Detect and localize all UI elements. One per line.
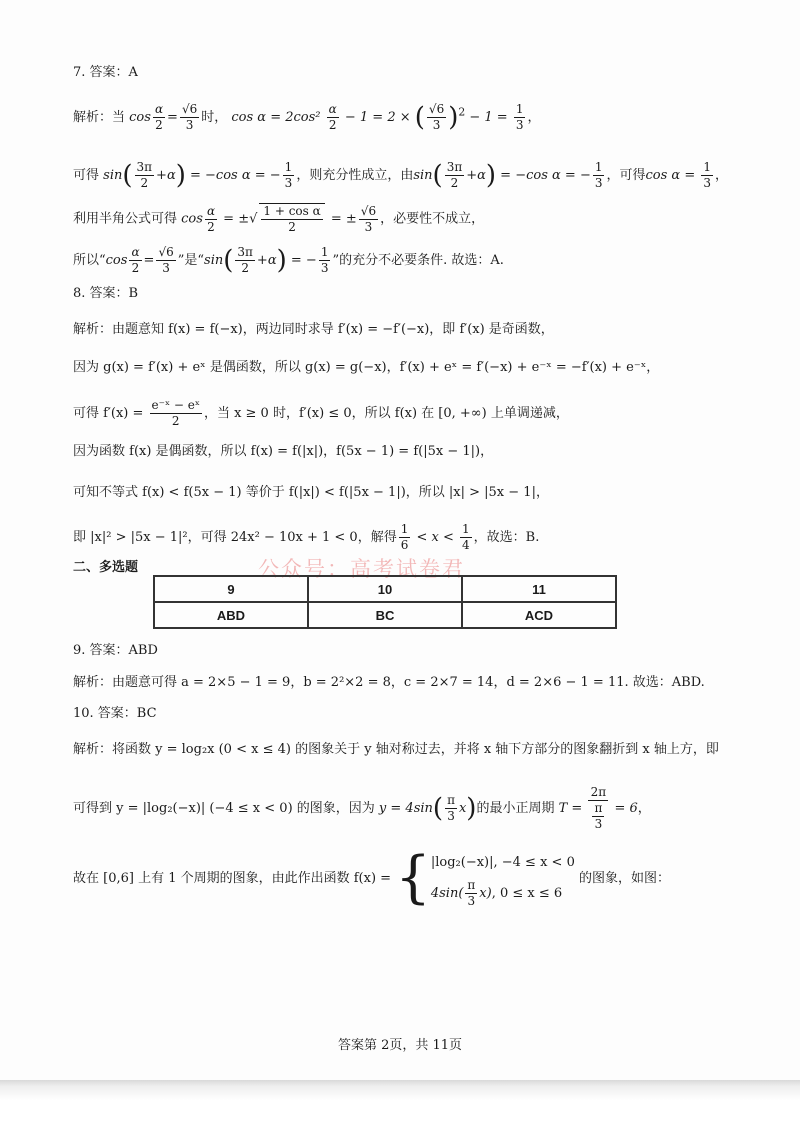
q10-line2: 可得到 y = |log₂(−x)| (−4 ≤ x < 0) 的图象，因为 y = 4sin( $\frac{\pi}{3}$ x)的最小正周期 T = $\frac{2\pi}{\frac{\pi}{3}}$ = 6， xyxy=(73,785,651,831)
q8-line4: 因为函数 f(x) 是偶函数，所以 f(x) = f(|x|)，f(5x − 1) = f(|5x − 1|)， xyxy=(73,444,494,459)
table-header-cell: 9 xyxy=(154,576,308,602)
page-footer: 答案第 2页，共 11页 xyxy=(337,1038,463,1053)
table-header-cell: 11 xyxy=(462,576,616,602)
q10-answer: 10. 答案：BC xyxy=(73,706,157,721)
q7-line4: 所以“cos $\frac{\alpha}{2}$ = $\frac{√6}{3}$ ”是“sin( $\frac{3\pi}{2}$ +α) = − $\frac{1}{3}$ ”的充分不必要条件. 故选：A. xyxy=(73,245,504,276)
table-cell: ABD xyxy=(154,602,308,628)
table-row xyxy=(154,602,616,628)
q7-line3: 利用半角公式可得 cos $\frac{\alpha}{2}$ = ±√ $\frac{\text{1 + cos α}}{2}$ = ± $\frac{√6}{3}$ ，必要性不成立， xyxy=(73,203,485,234)
q10-line1: 解析：将函数 y = log₂x (0 < x ≤ 4) 的图象关于 y 轴对称过去，并将 x 轴下方部分的图象翻折到 x 轴上方，即 xyxy=(73,742,719,757)
table-cell: ACD xyxy=(462,602,616,628)
q8-line1: 解析：由题意知 f(x) = f(−x)，两边同时求导 f′(x) = −f′(−x)，即 f′(x) 是奇函数， xyxy=(73,322,554,337)
watermark: 公众号：高考试卷君 xyxy=(258,557,465,581)
scan-bottom-edge xyxy=(0,1080,800,1132)
q7-answer: 7. 答案：A xyxy=(73,65,138,80)
q9-line1: 解析：由题意可得 a = 2×5 − 1 = 9，b = 2²×2 = 8，c = 2×7 = 14，d = 2×6 − 1 = 11. 故选：ABD. xyxy=(73,675,705,690)
q8-line3: 可得 f′(x) = $\frac{\text{e⁻ˣ − eˣ}}{2}$ ，当 x ≥ 0 时，f′(x) ≤ 0，所以 f(x) 在 [0, +∞) 上单调递减， xyxy=(73,398,569,428)
table-header-row xyxy=(154,576,616,602)
q8-line2: 因为 g(x) = f′(x) + eˣ 是偶函数，所以 g(x) = g(−x)，f′(x) + eˣ = f′(−x) + e⁻ˣ = −f′(x) + e⁻ˣ， xyxy=(73,360,660,375)
q7-line1: 解析：当 cos $\frac{\alpha}{2}$ = $\frac{√6}{3}$ 时， cos α = 2cos² $\frac{\alpha}{2}$ − 1 = 2 × ( $\frac{√6}{3}$ )$^2$ − 1 = $\frac{1}{3}$ ， xyxy=(73,102,541,133)
table-header-cell: 10 xyxy=(308,576,462,602)
answer-table xyxy=(153,575,617,629)
q8-line6: 即 |x|² > |5x − 1|²，可得 24x² − 10x + 1 < 0，解得 $\frac{1}{6}$ < x < $\frac{1}{4}$ ，故选：B. xyxy=(73,522,540,552)
q8-line5: 可知不等式 f(x) < f(5x − 1) 等价于 f(|x|) < f(|5x − 1|)，所以 |x| > |5x − 1|， xyxy=(73,485,549,500)
section-title: 二、多选题 xyxy=(73,560,139,575)
table-cell: BC xyxy=(308,602,462,628)
q10-line3: 故在 [0,6] 上有 1 个周期的图象，由此作出函数 f(x) = { |log₂(−x)|, −4 ≤ x < 0 4sin( $\frac{\pi}{3}$ x), 0 ≤ x ≤ 6 的图象，如图： xyxy=(73,845,670,911)
q9-answer: 9. 答案：ABD xyxy=(73,643,158,658)
q8-answer: 8. 答案：B xyxy=(73,286,139,301)
q7-line2: 可得 sin( $\frac{3\pi}{2}$ +α) = −cos α = − $\frac{1}{3}$ ，则充分性成立，由sin( $\frac{3\pi}{2}$ +α) = −cos α = − $\frac{1}{3}$ ，可得cos α = $\frac{1}{3}$ ， xyxy=(73,160,729,191)
